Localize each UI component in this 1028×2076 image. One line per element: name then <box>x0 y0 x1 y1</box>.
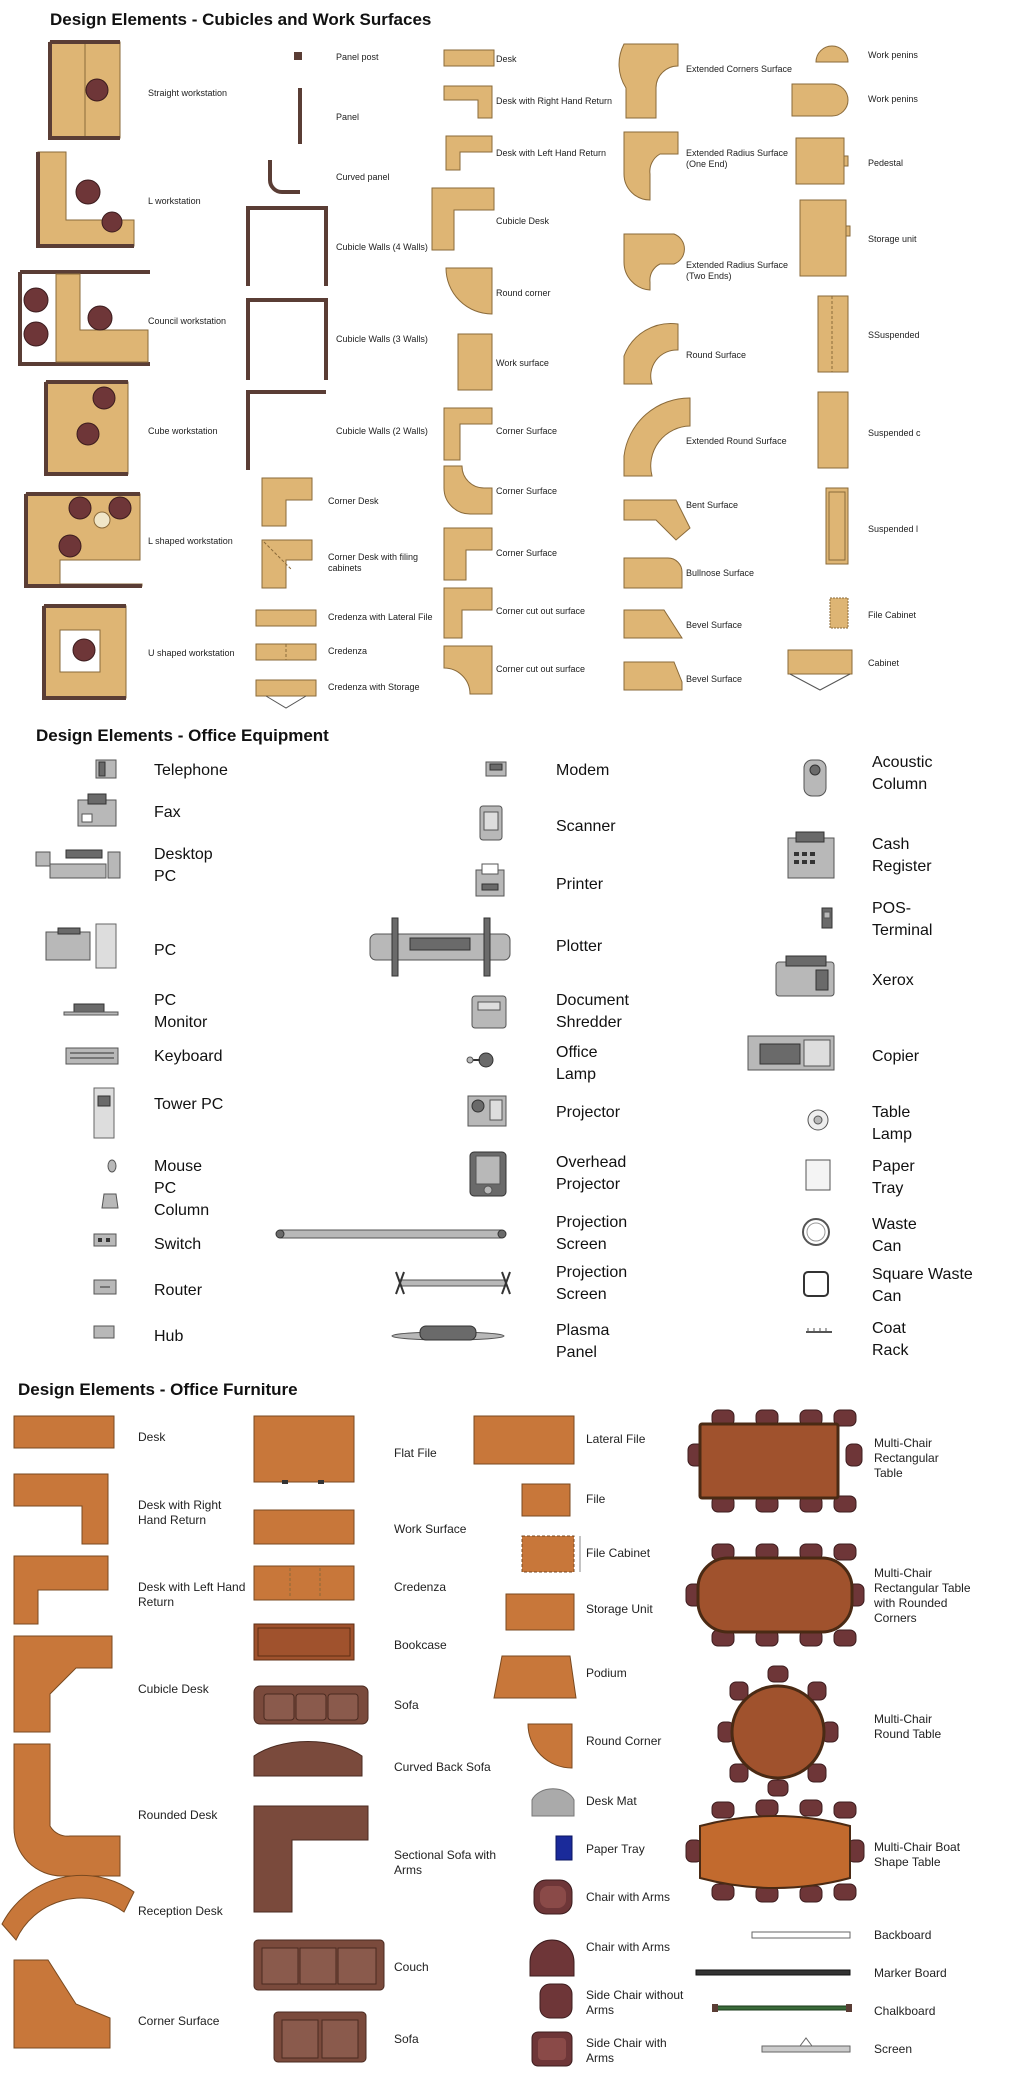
cube-workstation-icon <box>46 382 128 474</box>
corner-surface-2-icon <box>444 466 492 514</box>
label: Coat Rack <box>872 1320 909 1359</box>
screen-icon <box>762 2038 850 2052</box>
hub-icon <box>94 1326 114 1338</box>
xerox-icon <box>776 956 834 996</box>
bookcase-icon <box>254 1624 354 1660</box>
label: Multi-Chair Rectangular Table <box>874 1436 939 1480</box>
label: Corner cut out surface <box>496 606 586 616</box>
panel-post-icon <box>294 52 302 60</box>
label: Bullnose Surface <box>686 568 755 578</box>
label: Document Shredder <box>556 992 629 1031</box>
label: Work penins <box>868 94 918 104</box>
label: Chair with Arms <box>586 1890 671 1904</box>
multi-chair-rect-table-icon <box>688 1410 862 1512</box>
desk-left-return-icon <box>446 136 492 170</box>
copier-icon <box>748 1036 834 1070</box>
extended-round-surface-icon <box>624 398 690 476</box>
label: Desk with Left Hand Return <box>496 148 607 158</box>
extended-corners-surface-icon <box>619 44 678 118</box>
label: Router <box>154 1282 203 1299</box>
label: Modem <box>556 762 610 779</box>
round-surface-icon <box>624 323 678 384</box>
lateral-file-icon <box>474 1416 574 1464</box>
label: Credenza with Lateral File <box>328 612 433 622</box>
label: Storage Unit <box>586 1602 653 1616</box>
overhead-projector-icon <box>470 1152 506 1196</box>
label: Multi-Chair Round Table <box>874 1712 942 1741</box>
label: Bookcase <box>394 1638 447 1652</box>
label: Curved panel <box>336 172 390 182</box>
label: Desktop PC <box>154 846 213 885</box>
label: Marker Board <box>874 1966 947 1980</box>
furniture-desk-right-return-icon <box>14 1474 108 1544</box>
credenza-lateral-file-icon <box>256 610 316 626</box>
credenza-icon <box>256 644 316 660</box>
label: Switch <box>154 1236 202 1253</box>
label: Cubicle Walls (3 Walls) <box>336 334 428 344</box>
label: Desk <box>138 1430 166 1444</box>
label: Plasma Panel <box>556 1322 610 1361</box>
label: Copier <box>872 1048 920 1065</box>
label: Corner Surface <box>496 548 558 558</box>
paper-tray-icon <box>806 1160 830 1190</box>
marker-board-icon <box>696 1970 850 1975</box>
label: Corner cut out surface <box>496 664 586 674</box>
corner-desk-filing-icon <box>262 540 312 588</box>
flat-file-icon <box>254 1416 354 1484</box>
label: Extended Corners Surface <box>686 64 793 74</box>
council-workstation-icon <box>20 272 150 364</box>
multi-chair-round-table-icon <box>718 1666 838 1796</box>
label: SSuspended <box>868 330 920 340</box>
extended-radius-one-icon <box>624 132 678 200</box>
suspended-3-icon <box>826 488 848 564</box>
bevel-surface-1-icon <box>624 610 682 638</box>
table-lamp-icon <box>808 1110 828 1130</box>
label: Cubicle Desk <box>138 1682 209 1696</box>
heading-cubicles: Design Elements - Cubicles and Work Surfaces <box>50 10 432 29</box>
cubicle-walls-4-icon <box>248 208 326 286</box>
label: Chair with Arms <box>586 1940 671 1954</box>
label: Work penins <box>868 50 918 60</box>
side-chair-arms-icon <box>532 2032 572 2066</box>
furniture-file-cabinet-icon <box>522 1536 580 1572</box>
label: Lateral File <box>586 1432 646 1446</box>
cabinet-icon <box>788 650 852 690</box>
label: Desk with Right Hand Return <box>138 1498 222 1527</box>
label: Projection Screen <box>556 1214 628 1253</box>
podium-icon <box>494 1656 576 1698</box>
label: Cube workstation <box>148 426 218 436</box>
label: Round Surface <box>686 350 747 360</box>
label: Suspended c <box>868 428 921 438</box>
furniture-rounded-desk-icon <box>14 1744 120 1876</box>
cubicle-walls-3-icon <box>248 300 326 380</box>
corner-surface-1-icon <box>444 408 492 460</box>
waste-can-icon <box>803 1219 829 1245</box>
heading-equipment: Design Elements - Office Equipment <box>36 726 329 745</box>
label: Flat File <box>394 1446 437 1460</box>
label: POS-Terminal <box>872 900 933 939</box>
label: Office Lamp <box>556 1044 598 1083</box>
desk-right-return-icon <box>444 86 492 118</box>
desk-icon <box>444 50 494 66</box>
work-surface-icon <box>458 334 492 390</box>
label: Corner Surface <box>138 2014 220 2028</box>
label: Curved Back Sofa <box>394 1760 491 1774</box>
label: Work surface <box>496 358 549 368</box>
label: Cash Register <box>872 836 932 875</box>
label: Bevel Surface <box>686 674 743 684</box>
label: Waste Can <box>872 1216 917 1255</box>
label: Xerox <box>872 972 914 989</box>
label: Printer <box>556 876 604 893</box>
label: File <box>586 1492 606 1506</box>
label: Overhead Projector <box>556 1154 627 1193</box>
corner-surface-3-icon <box>444 528 492 580</box>
label: File Cabinet <box>868 610 917 620</box>
label: Extended Radius Surface (Two Ends) <box>686 260 789 281</box>
label: L workstation <box>148 196 201 206</box>
label: Credenza with Storage <box>328 682 420 692</box>
label: Couch <box>394 1960 429 1974</box>
pc-icon <box>46 924 116 968</box>
label: Extended Radius Surface (One End) <box>686 148 789 169</box>
label: Bevel Surface <box>686 620 743 630</box>
pedestal-icon <box>796 138 848 184</box>
work-peninsula-2-icon <box>792 84 848 116</box>
plotter-icon <box>370 918 510 976</box>
storage-unit-icon <box>800 200 850 276</box>
label: Sofa <box>394 2032 419 2046</box>
credenza-storage-icon <box>256 680 316 708</box>
work-peninsula-1-icon <box>816 46 848 62</box>
label: Council workstation <box>148 316 227 326</box>
label: Storage unit <box>868 234 917 244</box>
corner-cutout-1-icon <box>444 588 492 638</box>
furniture-credenza-icon <box>254 1566 354 1600</box>
cubicle-walls-2-icon <box>248 392 326 470</box>
label: Desk with Left Hand Return <box>138 1580 246 1609</box>
label: Panel post <box>336 52 379 62</box>
label: Suspended l <box>868 524 919 534</box>
label: L shaped workstation <box>148 536 233 546</box>
label: U shaped workstation <box>148 648 235 658</box>
label: Round Corner <box>586 1734 662 1748</box>
label: Tower PC <box>154 1096 224 1113</box>
telephone-icon <box>96 760 116 778</box>
label: Panel <box>336 112 360 122</box>
acoustic-column-icon <box>804 760 826 796</box>
office-lamp-icon <box>467 1053 493 1067</box>
mouse-icon <box>108 1160 116 1172</box>
label: PC <box>154 942 177 959</box>
tower-pc-icon <box>94 1088 114 1138</box>
label: Mouse <box>154 1158 203 1175</box>
label: Projector <box>556 1104 621 1121</box>
u-shaped-workstation-icon <box>44 606 126 698</box>
label: Multi-Chair Rectangular Table with Rounded Corners <box>874 1566 971 1625</box>
multi-chair-boat-table-icon <box>686 1800 864 1902</box>
label: PC Column <box>154 1180 210 1219</box>
label: Hub <box>154 1328 184 1345</box>
label: Desk with Right Hand Return <box>496 96 613 106</box>
label: Projection Screen <box>556 1264 628 1303</box>
panel-icon <box>298 88 302 144</box>
switch-icon <box>94 1234 116 1246</box>
label: Sectional Sofa with Arms <box>394 1848 497 1877</box>
label: Cubicle Walls (4 Walls) <box>336 242 428 252</box>
label: Bent Surface <box>686 500 739 510</box>
label: Fax <box>154 804 181 821</box>
label: Screen <box>874 2042 913 2056</box>
suspended-1-icon <box>818 296 848 372</box>
pc-monitor-icon <box>64 1004 118 1015</box>
desk-mat-icon <box>532 1789 574 1816</box>
file-icon <box>522 1484 570 1516</box>
label: Keyboard <box>154 1048 223 1065</box>
couch-icon <box>254 1940 384 1990</box>
label: Round corner <box>496 288 551 298</box>
bent-surface-icon <box>624 500 690 540</box>
fax-icon <box>78 794 116 826</box>
projector-icon <box>468 1096 506 1126</box>
label: Podium <box>586 1666 627 1680</box>
document-shredder-icon <box>472 996 506 1028</box>
bullnose-surface-icon <box>624 558 682 588</box>
label: Corner Desk <box>328 496 379 506</box>
sofa-1-icon <box>254 1686 368 1724</box>
heading-furniture: Design Elements - Office Furniture <box>18 1380 298 1399</box>
label: PC Monitor <box>154 992 208 1031</box>
curved-panel-icon <box>270 160 300 192</box>
label: Table Lamp <box>872 1104 913 1143</box>
label: Pedestal <box>868 158 904 168</box>
label: Corner Desk with filing cabinets <box>328 552 419 573</box>
label: Acoustic Column <box>872 754 933 793</box>
label: Multi-Chair Boat Shape Table <box>874 1840 961 1869</box>
label: Plotter <box>556 938 603 955</box>
pos-terminal-icon <box>822 908 832 928</box>
scanner-icon <box>480 806 502 840</box>
label: Cabinet <box>868 658 900 668</box>
chair-with-arms-1-icon <box>534 1880 572 1914</box>
furniture-reception-desk-icon <box>2 1875 134 1940</box>
straight-workstation-icon <box>50 42 120 138</box>
corner-desk-icon <box>262 478 312 526</box>
furniture-desk-left-return-icon <box>14 1556 108 1624</box>
label: Side Chair with Arms <box>586 2036 667 2065</box>
paper-tray-furniture-icon <box>556 1836 572 1860</box>
corner-cutout-2-icon <box>444 646 492 694</box>
label: Desk Mat <box>586 1794 637 1808</box>
bevel-surface-2-icon <box>624 662 682 690</box>
l-workstation-icon <box>38 152 134 246</box>
pc-column-icon <box>102 1194 118 1208</box>
label: Paper Tray <box>872 1158 915 1197</box>
modem-icon <box>486 762 506 776</box>
multi-chair-rounded-table-icon <box>686 1544 864 1646</box>
label: Cubicle Walls (2 Walls) <box>336 426 428 436</box>
sofa-2-icon <box>274 2012 366 2062</box>
label: Paper Tray <box>586 1842 645 1856</box>
label: Desk <box>496 54 517 64</box>
label: Work Surface <box>394 1522 467 1536</box>
projection-screen-1-icon <box>276 1230 506 1238</box>
label: Credenza <box>328 646 368 656</box>
label: Cubicle Desk <box>496 216 550 226</box>
label: Corner Surface <box>496 426 558 436</box>
label: Reception Desk <box>138 1904 223 1918</box>
label: Telephone <box>154 762 228 779</box>
sectional-sofa-icon <box>254 1806 368 1912</box>
side-chair-no-arms-icon <box>540 1984 572 2018</box>
backboard-icon <box>752 1932 850 1938</box>
storage-unit-furniture-icon <box>506 1594 574 1630</box>
chalkboard-icon <box>712 2004 852 2012</box>
furniture-round-corner-icon <box>528 1724 572 1768</box>
cubicle-desk-icon <box>432 188 494 250</box>
furniture-cubicle-desk-icon <box>14 1636 112 1732</box>
chair-with-arms-2-icon <box>530 1940 574 1976</box>
label: Corner Surface <box>496 486 558 496</box>
label: Side Chair without Arms <box>586 1988 684 2017</box>
label: Backboard <box>874 1928 932 1942</box>
cash-register-icon <box>788 832 834 878</box>
keyboard-icon <box>66 1048 118 1064</box>
label: File Cabinet <box>586 1546 651 1560</box>
work-surface-furniture-icon <box>254 1510 354 1544</box>
label: Chalkboard <box>874 2004 936 2018</box>
label: Sofa <box>394 1698 419 1712</box>
furniture-desk-icon <box>14 1416 114 1448</box>
extended-radius-two-icon <box>624 234 684 290</box>
label: Scanner <box>556 818 616 835</box>
file-cabinet-icon <box>830 598 848 628</box>
label: Extended Round Surface <box>686 436 787 446</box>
l-shaped-workstation-icon <box>26 494 142 586</box>
square-waste-can-icon <box>804 1272 828 1296</box>
label: Rounded Desk <box>138 1808 218 1822</box>
desktop-pc-icon <box>36 850 120 878</box>
label: Straight workstation <box>148 88 228 98</box>
suspended-2-icon <box>818 392 848 468</box>
coat-rack-icon <box>806 1328 832 1332</box>
projection-screen-2-icon <box>396 1272 510 1294</box>
furniture-corner-surface-icon <box>14 1960 110 2048</box>
plasma-panel-icon <box>392 1326 504 1340</box>
round-corner-icon <box>446 268 492 314</box>
label: Credenza <box>394 1580 447 1594</box>
label: Square Waste Can <box>872 1266 973 1305</box>
curved-back-sofa-icon <box>254 1741 362 1776</box>
router-icon <box>94 1280 116 1294</box>
printer-icon <box>476 864 504 896</box>
